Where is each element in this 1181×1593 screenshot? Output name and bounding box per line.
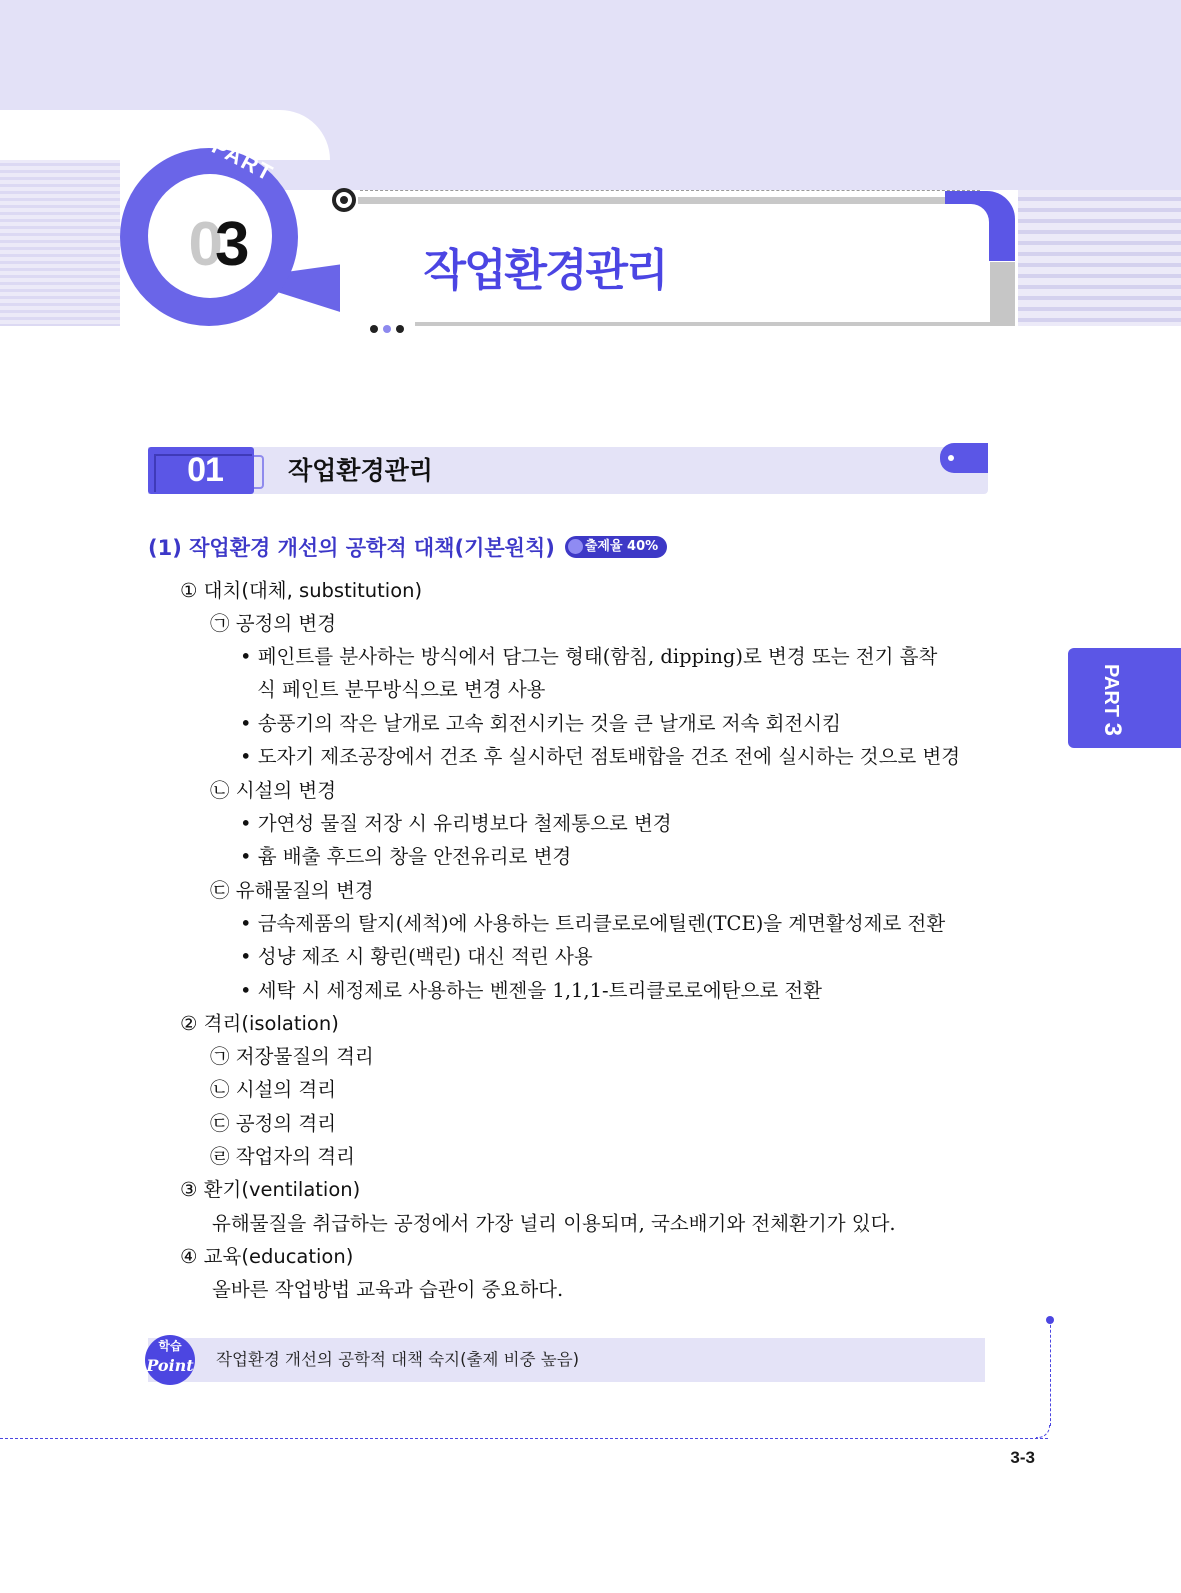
side-tab-number: 3 <box>1099 722 1126 736</box>
list-item: • 흄 배출 후드의 창을 안전유리로 변경 <box>240 845 572 868</box>
part-number-lead: 0 <box>188 210 215 279</box>
list-item: ① 대치(대체, substitution) <box>180 579 423 602</box>
list-item: ③ 환기(ventilation) <box>180 1178 361 1201</box>
footer-corner <box>1036 1424 1050 1438</box>
study-point-icon <box>145 1335 195 1385</box>
footer-dashed-line <box>0 1438 1048 1439</box>
footer-vertical-dashes <box>1050 1320 1051 1426</box>
header-band <box>230 110 1181 190</box>
list-item: ㉢ 유해물질의 변경 <box>210 879 374 902</box>
list-item: • 송풍기의 작은 날개로 고속 회전시키는 것을 큰 날개로 저속 회전시킴 <box>240 712 841 735</box>
title-dashed-line <box>360 190 980 191</box>
list-item: ㉠ 저장물질의 격리 <box>210 1045 374 1068</box>
title-side-bar <box>990 262 1015 326</box>
list-item: ④ 교육(education) <box>180 1245 354 1268</box>
title-corner-inner <box>945 204 989 264</box>
list-item: • 도자기 제조공장에서 건조 후 실시하던 점토배합을 건조 전에 실시하는 것으로 변경 <box>240 745 961 768</box>
list-item: ㉠ 공정의 변경 <box>210 612 337 635</box>
content-heading <box>148 532 667 565</box>
study-point-text: 작업환경 개선의 공학적 대책 숙지(출제 비중 높음) <box>216 1350 580 1369</box>
title-bottom-bar <box>415 322 990 326</box>
part-number <box>160 200 270 290</box>
list-item: ㉢ 공정의 격리 <box>210 1112 337 1135</box>
section-title: 작업환경관리 <box>288 456 433 485</box>
target-icon <box>332 188 356 212</box>
list-item: • 금속제품의 탈지(세척)에 사용하는 트리클로로에틸렌(TCE)을 계면활성제로 전환 <box>240 912 946 935</box>
header-stripes-right <box>1018 190 1181 326</box>
study-point-icon-top: 학습 <box>158 1339 182 1353</box>
section-number: 01 <box>187 451 223 489</box>
three-dots-icon <box>370 318 415 330</box>
list-item: ㉡ 시설의 변경 <box>210 779 337 802</box>
study-point-icon-bottom: Point <box>146 1356 194 1375</box>
list-item: 식 페인트 분무방식으로 변경 사용 <box>257 678 546 701</box>
chapter-title: 작업환경관리 <box>423 245 667 296</box>
list-item: • 페인트를 분사하는 방식에서 담그는 형태(함침, dipping)로 변경 또는 전기 흡착 <box>240 645 938 668</box>
content-heading-text: (1) 작업환경 개선의 공학적 대책(기본원칙) <box>148 536 555 560</box>
list-item: ② 격리(isolation) <box>180 1012 339 1035</box>
section-clip-icon <box>254 455 264 489</box>
list-item: • 가연성 물질 저장 시 유리병보다 철제통으로 변경 <box>240 812 672 835</box>
list-item: ㉡ 시설의 격리 <box>210 1078 337 1101</box>
list-item: ㉣ 작업자의 격리 <box>210 1145 355 1168</box>
header-background <box>0 0 1181 110</box>
part-label: PART <box>207 133 279 187</box>
header-white-cap <box>0 110 330 160</box>
list-item: 유해물질을 취급하는 공정에서 가장 널리 이용되며, 국소배기와 전체환기가 있다. <box>212 1212 896 1235</box>
list-item: 올바른 작업방법 교육과 습관이 중요하다. <box>212 1278 564 1301</box>
side-tab-part-word: PART <box>1100 664 1122 718</box>
list-item: • 성냥 제조 시 황린(백린) 대신 적린 사용 <box>240 945 593 968</box>
part-number-main: 3 <box>215 210 242 279</box>
section-tab-dot <box>948 455 954 461</box>
list-item: • 세탁 시 세정제로 사용하는 벤젠을 1,1,1-트리클로로에탄으로 전환 <box>240 979 823 1002</box>
exam-rate-badge: 출제율 40% <box>565 536 667 558</box>
side-part-tab-label <box>1095 650 1129 750</box>
title-top-bar <box>358 197 948 204</box>
page-number: 3-3 <box>1010 1448 1035 1467</box>
